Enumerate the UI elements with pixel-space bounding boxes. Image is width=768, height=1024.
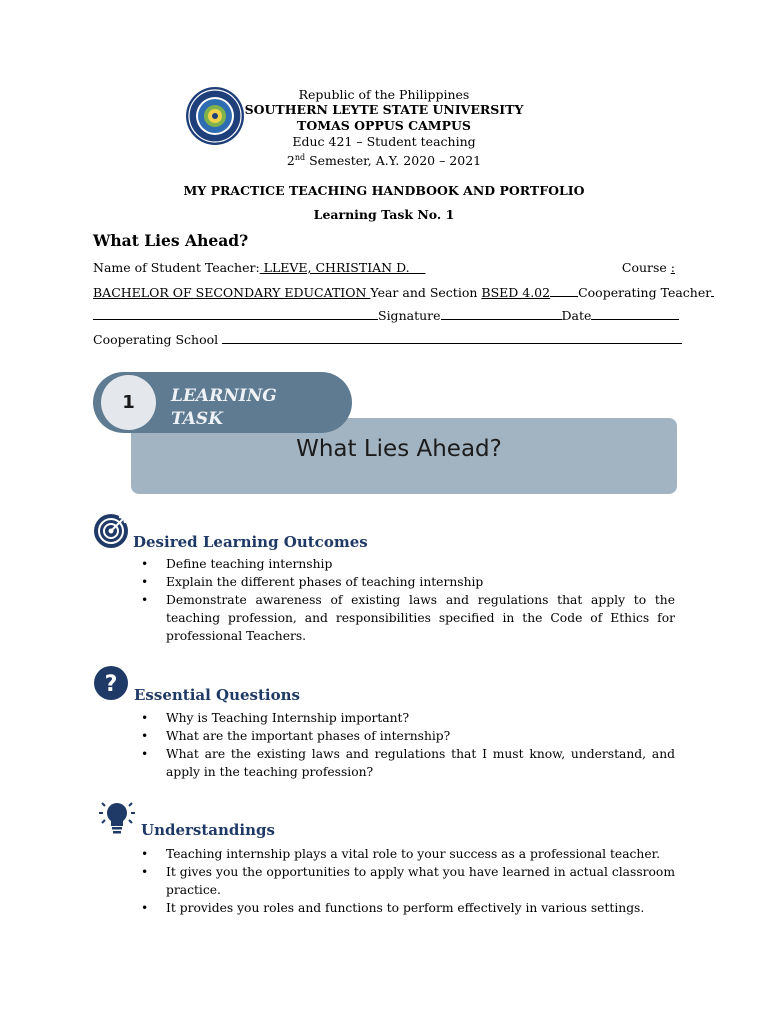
year-section-label: Year and Section — [370, 285, 482, 300]
list-item: • It provides you roles and functions to perform effectively in various settings. — [93, 899, 675, 917]
year-section-value[interactable]: BSED 4.02 — [481, 285, 551, 300]
header-campus: TOMAS OPPUS CAMPUS — [297, 118, 471, 133]
questions-heading: Essential Questions — [134, 686, 300, 704]
student-name-row — [93, 260, 675, 276]
list-item: • Explain the different phases of teaching internship — [93, 573, 675, 591]
outcomes-list — [93, 555, 675, 645]
course-row — [93, 284, 712, 301]
list-item: • Define teaching internship — [93, 555, 675, 573]
date-label: Date — [561, 308, 592, 323]
task-number-badge: 1 — [101, 375, 156, 430]
cooperating-teacher-label: Cooperating Teacher — [578, 285, 712, 300]
understandings-heading: Understandings — [141, 821, 275, 839]
student-name-label: Name of Student Teacher: — [93, 260, 260, 275]
target-icon — [93, 513, 129, 549]
signature-label: Signature — [378, 308, 441, 323]
signature-line[interactable] — [441, 307, 562, 320]
outcomes-heading: Desired Learning Outcomes — [133, 533, 368, 551]
cooperating-school-line[interactable] — [222, 331, 682, 344]
header-semester: 2nd Semester, A.Y. 2020 – 2021 — [286, 153, 482, 169]
header-university: SOUTHERN LEYTE STATE UNIVERSITY — [244, 102, 524, 117]
banner-title: What Lies Ahead? — [296, 436, 502, 462]
list-item: • Demonstrate awareness of existing laws and regulations that apply to the teaching profession, and responsibilities specified in the Code of Ethics for professional Teachers. — [93, 591, 675, 645]
course-value[interactable]: BACHELOR OF SECONDARY EDUCATION — [93, 285, 371, 300]
header-country: Republic of the Philippines — [298, 87, 470, 102]
list-item: • It gives you the opportunities to apply what you have learned in actual classroom practice. — [93, 863, 675, 899]
cooperating-school-label: Cooperating School — [93, 332, 223, 347]
understandings-list — [93, 845, 675, 917]
page-title: What Lies Ahead? — [93, 231, 249, 250]
cooperating-teacher-name-line[interactable] — [93, 307, 378, 320]
question-icon — [93, 665, 129, 701]
learning-task-label: LEARNING TASK — [171, 386, 277, 429]
course-label-group: Course : — [621, 260, 675, 275]
list-item: • Teaching internship plays a vital role to your success as a professional teacher. — [93, 845, 675, 863]
list-item: • What are the existing laws and regulations that I must know, understand, and apply in the teaching profession? — [93, 745, 675, 781]
list-item: • Why is Teaching Internship important? — [93, 709, 675, 727]
year-section-blank[interactable] — [550, 284, 578, 297]
list-item: • What are the important phases of internship? — [93, 727, 675, 745]
questions-list — [93, 709, 675, 781]
cooperating-teacher-blank[interactable] — [711, 284, 714, 297]
handbook-title: MY PRACTICE TEACHING HANDBOOK AND PORTFOLIO — [183, 183, 585, 198]
lightbulb-icon — [97, 799, 133, 835]
student-name-value[interactable]: LLEVE, CHRISTIAN D. — [259, 260, 426, 275]
date-line[interactable] — [591, 307, 679, 320]
header-course-code: Educ 421 – Student teaching — [292, 134, 476, 149]
cooperating-school-row — [93, 331, 675, 348]
signature-row — [93, 307, 675, 324]
svg-text:?: ? — [104, 672, 118, 697]
learning-task-number: Learning Task No. 1 — [313, 207, 455, 222]
